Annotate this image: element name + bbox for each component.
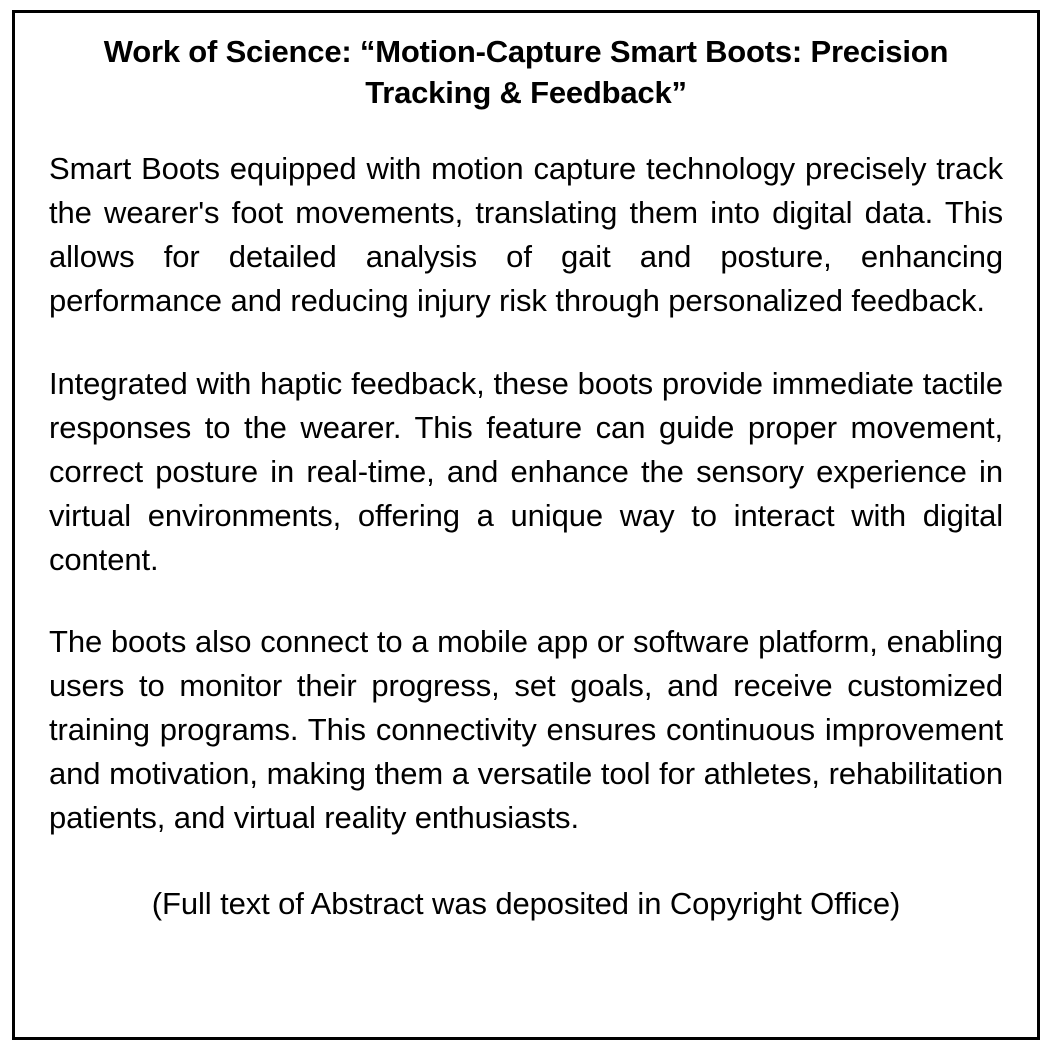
abstract-paragraph-1: Smart Boots equipped with motion capture technology precisely track the wearer's foot movements, translating them into digital data. This allows for detailed analysis of gait and posture, enhancing performance and reducing injury risk through personalized feedback. [49,151,1003,319]
deposit-note: (Full text of Abstract was deposited in Copyright Office) [151,885,901,921]
abstract-paragraph-3: The boots also connect to a mobile app or software platform, enabling users to monitor their progress, set goals, and receive customized training programs. This connectivity ensures continuous improvement and motivation, making them a versatile tool for athletes, rehabilitation patients, and virtual reality enthusiasts. [49,623,1003,835]
abstract-body [49,147,1003,839]
document-frame [12,10,1040,1040]
page-title: Work of Science: “Motion-Capture Smart Boots: Precision Tracking & Feedback” [103,34,949,111]
abstract-paragraph-2: Integrated with haptic feedback, these boots provide immediate tactile responses to the wearer. This feature can guide proper movement, correct posture in real-time, and enhance the sensory experience in virtual environments, offering a unique way to interact with digital content. [49,365,1003,577]
